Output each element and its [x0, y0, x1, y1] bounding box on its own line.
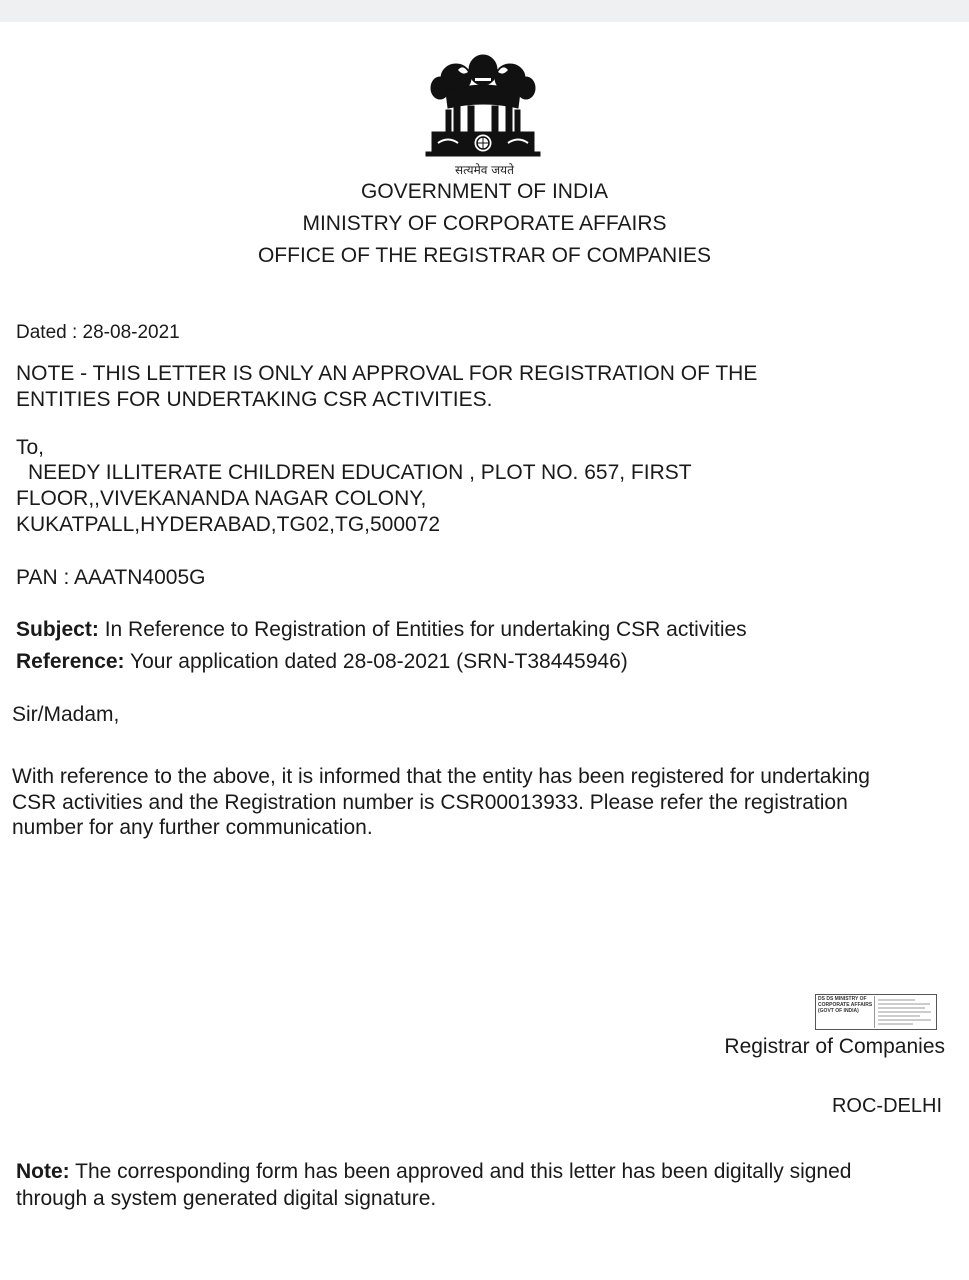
- subject-line: [16, 617, 747, 643]
- signatory-office: ROC-DELHI: [831, 1095, 942, 1117]
- signature-lines-icon: [874, 996, 935, 1028]
- subject-label: Subject:: [16, 618, 99, 641]
- reference-label: Reference:: [16, 650, 125, 673]
- approval-note-line1: NOTE - THIS LETTER IS ONLY AN APPROVAL FOR REGISTRATION OF THE: [16, 362, 758, 385]
- emblem-motto: सत्यमेव जयते: [455, 163, 514, 177]
- body-line3: number for any further communication.: [12, 816, 373, 839]
- reference-text: Your application dated 28-08-2021 (SRN-T38445946): [130, 650, 628, 673]
- body-line2: CSR activities and the Registration number is CSR00013933. Please refer the registration: [12, 791, 848, 814]
- body-line1: With reference to the above, it is informed that the entity has been registered for undertaking: [12, 765, 870, 788]
- footer-note-text1: The corresponding form has been approved and this letter has been digitally signed: [75, 1160, 852, 1183]
- approval-note-line2: ENTITIES FOR UNDERTAKING CSR ACTIVITIES.: [16, 388, 493, 411]
- dated-line: Dated : 28-08-2021: [16, 322, 180, 343]
- address-line3: KUKATPALL,HYDERABAD,TG02,TG,500072: [16, 513, 441, 536]
- pan-line: PAN : AAATN4005G: [16, 566, 206, 589]
- signatory-title: Registrar of Companies: [724, 1035, 945, 1058]
- footer-note-line1: [16, 1159, 851, 1185]
- digital-signature-stamp: [815, 994, 937, 1030]
- to-label: To,: [16, 436, 45, 459]
- national-emblem-icon: [418, 48, 548, 170]
- top-strip: [0, 0, 969, 22]
- salutation: Sir/Madam,: [12, 703, 120, 726]
- header-office: OFFICE OF THE REGISTRAR OF COMPANIES: [257, 244, 712, 267]
- address-line1: NEEDY ILLITERATE CHILDREN EDUCATION , PLOT NO. 657, FIRST: [28, 461, 692, 484]
- address-line2: FLOOR,,VIVEKANANDA NAGAR COLONY,: [16, 487, 427, 510]
- signature-stamp-text: DS DS MINISTRY OF CORPORATE AFFAIRS (GOVT OF INDIA): [818, 996, 873, 1014]
- header-ministry: MINISTRY OF CORPORATE AFFAIRS: [302, 212, 667, 235]
- footer-note-label: Note:: [16, 1160, 70, 1183]
- subject-text: In Reference to Registration of Entities for undertaking CSR activities: [104, 618, 747, 641]
- reference-line: [16, 649, 628, 675]
- footer-note-line2: through a system generated digital signature.: [16, 1187, 437, 1210]
- header-government: GOVERNMENT OF INDIA: [361, 180, 608, 203]
